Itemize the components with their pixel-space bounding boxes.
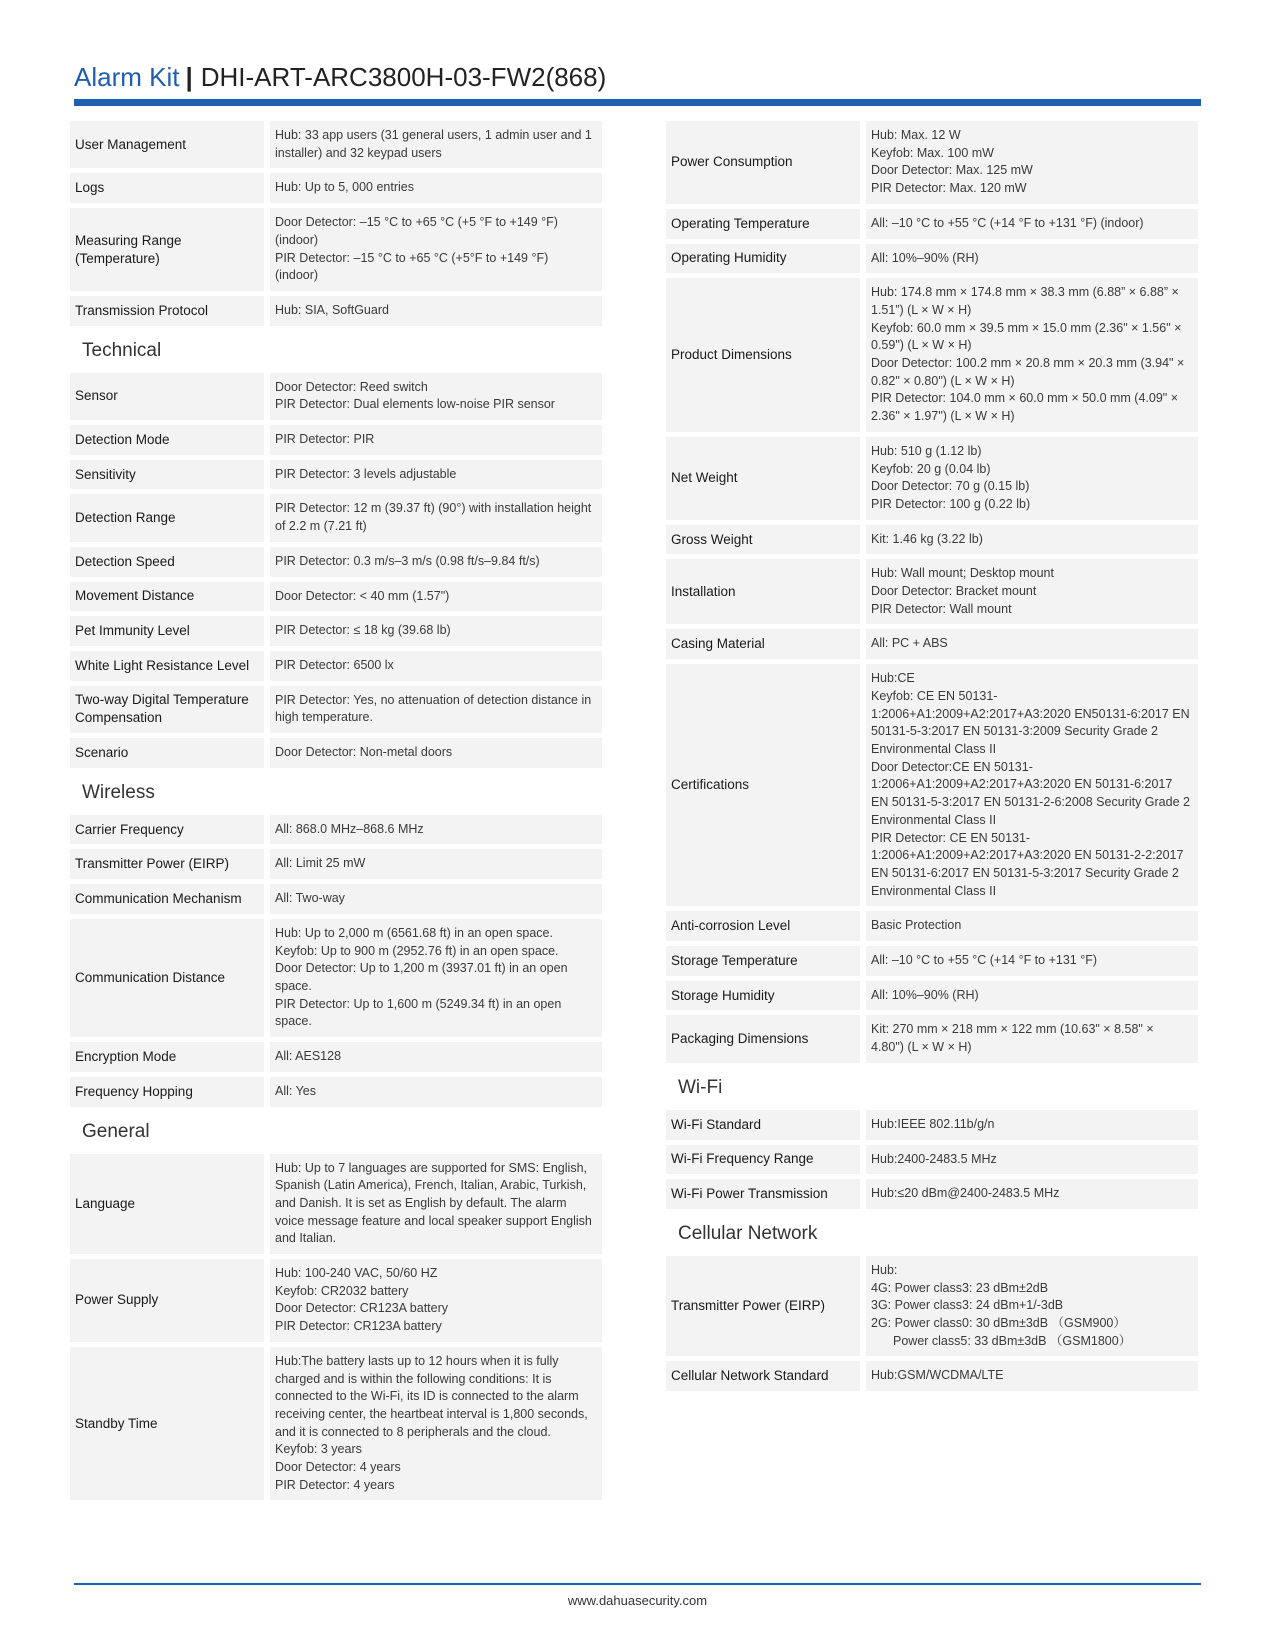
title-kit: Alarm Kit: [74, 62, 180, 92]
spec-value-line: Door Detector:CE EN 50131-1:2006+A1:2009+A2:2017+A3:2020 EN 50131-6:2017 EN 50131-5-3:2017 EN 50131-2-6:2008 Security Grade 2 Environmental Class II: [871, 759, 1190, 827]
section-title-cellular-network: Cellular Network: [678, 1222, 818, 1244]
spec-label: Storage Temperature: [666, 946, 860, 976]
spec-value-line: All: Two-way: [275, 891, 345, 906]
spec-label: Detection Range: [70, 494, 264, 541]
spec-row-user-management: [70, 121, 602, 168]
spec-row-pet-immunity-level: [70, 616, 602, 646]
spec-row-transmission-protocol: [70, 296, 602, 326]
spec-value-line: PIR Detector: ≤ 18 kg (39.68 lb): [275, 623, 451, 638]
spec-value-line: Hub: Max. 12 W: [871, 128, 961, 142]
spec-row-scenario: [70, 738, 602, 768]
spec-value-line: PIR Detector: 0.3 m/s–3 m/s (0.98 ft/s–9.84 ft/s): [275, 553, 540, 568]
spec-label: Anti-corrosion Level: [666, 911, 860, 941]
spec-value: [866, 559, 1198, 624]
spec-value-line: PIR Detector: CE EN 50131-1:2006+A1:2009+A2:2017+A3:2020 EN 50131-2-2:2017 EN 50131-6:2017 EN 50131-5-3:2017 Security Grade 2 Environmental Class II: [871, 830, 1184, 898]
spec-row-product-dimensions: [666, 278, 1198, 432]
spec-value: [270, 121, 602, 168]
header-rule: [74, 99, 1201, 106]
spec-label: Storage Humidity: [666, 981, 860, 1011]
spec-row-measuring-range-temperature: [70, 208, 602, 291]
spec-value: [270, 738, 602, 768]
spec-label: Measuring Range (Temperature): [70, 208, 264, 291]
spec-value: [866, 1361, 1198, 1391]
spec-label: White Light Resistance Level: [70, 651, 264, 681]
spec-label: Movement Distance: [70, 582, 264, 612]
spec-value-line: Keyfob: CR2032 battery: [275, 1283, 409, 1298]
spec-row-wi-fi-power-transmission: [666, 1179, 1198, 1209]
spec-value-line: Keyfob: Max. 100 mW: [871, 145, 994, 160]
spec-value: [866, 1015, 1198, 1062]
spec-value-line: PIR Detector: Up to 1,600 m (5249.34 ft) in an open space.: [275, 996, 562, 1029]
spec-label: Certifications: [666, 664, 860, 906]
spec-row-movement-distance: [70, 582, 602, 612]
spec-row-detection-range: [70, 494, 602, 541]
spec-value-line: PIR Detector: Yes, no attenuation of detection distance in high temperature.: [275, 692, 592, 725]
spec-row-standby-time: [70, 1347, 602, 1501]
section-title-wi-fi: Wi-Fi: [678, 1076, 723, 1098]
spec-value-line: All: –10 °C to +55 °C (+14 °F to +131 °F): [871, 953, 1098, 968]
spec-value-line: Door Detector: Reed switch: [275, 379, 428, 394]
spec-value: [866, 121, 1198, 204]
spec-value: [270, 494, 602, 541]
spec-value: [270, 582, 602, 612]
spec-value: [270, 547, 602, 577]
spec-label: Casing Material: [666, 629, 860, 659]
spec-value-line: Hub: SIA, SoftGuard: [275, 302, 389, 317]
spec-value-line: PIR Detector: 104.0 mm × 60.0 mm × 50.0 mm (4.09" × 2.36" × 1.97") (L × W × H): [871, 391, 1178, 424]
spec-row-detection-speed: [70, 547, 602, 577]
spec-label: Sensor: [70, 373, 264, 420]
spec-value-line: Door Detector: 4 years: [275, 1460, 401, 1475]
spec-value-line: PIR Detector: Wall mount: [871, 601, 1012, 616]
spec-row-logs: [70, 173, 602, 203]
spec-label: Carrier Frequency: [70, 815, 264, 845]
spec-value-line: PIR Detector: 6500 lx: [275, 657, 394, 672]
spec-label: Packaging Dimensions: [666, 1015, 860, 1062]
spec-label: Detection Mode: [70, 425, 264, 455]
spec-value: [270, 425, 602, 455]
spec-label: Pet Immunity Level: [70, 616, 264, 646]
spec-value-line: PIR Detector: 100 g (0.22 lb): [871, 496, 1031, 511]
footer-rule: [74, 1583, 1201, 1585]
left-spec-column: [70, 121, 602, 1505]
spec-row-sensor: [70, 373, 602, 420]
spec-value-line: Hub: 33 app users (31 general users, 1 admin user and 1 installer) and 32 keypad users: [275, 128, 592, 160]
spec-row-transmitter-power-eirp: [70, 849, 602, 879]
spec-row-net-weight: [666, 437, 1198, 520]
spec-row-packaging-dimensions: [666, 1015, 1198, 1062]
spec-value-line: Keyfob: CE EN 50131-1:2006+A1:2009+A2:2017+A3:2020 EN50131-6:2017 EN 50131-5-3:2017 EN 50131-3:2009 Security Grade 2 Environmental Class II: [871, 688, 1190, 756]
spec-value-line: Hub:GSM/WCDMA/LTE: [871, 1368, 1004, 1383]
spec-row-power-consumption: [666, 121, 1198, 204]
spec-value: [866, 911, 1198, 941]
spec-value: [270, 373, 602, 420]
spec-value: [866, 209, 1198, 239]
spec-value: [270, 296, 602, 326]
spec-value-line: Hub:: [871, 1262, 898, 1277]
spec-value-line: All: AES128: [275, 1049, 342, 1064]
spec-label: Net Weight: [666, 437, 860, 520]
spec-row-installation: [666, 559, 1198, 624]
spec-value: [866, 1256, 1198, 1357]
spec-value-line: Hub: Up to 5, 000 entries: [275, 180, 414, 195]
spec-value-line: PIR Detector: Dual elements low-noise PIR sensor: [275, 397, 555, 412]
spec-value-line: Door Detector: 70 g (0.15 lb): [871, 479, 1030, 494]
spec-value-line: Door Detector: < 40 mm (1.57"): [275, 588, 450, 603]
spec-value-line: PIR Detector: 4 years: [275, 1477, 395, 1492]
spec-value-line: All: PC + ABS: [871, 636, 948, 651]
spec-row-operating-humidity: [666, 244, 1198, 274]
spec-label: Cellular Network Standard: [666, 1361, 860, 1391]
spec-value-line: Door Detector: Bracket mount: [871, 584, 1037, 599]
spec-label: Operating Temperature: [666, 209, 860, 239]
spec-label: Transmitter Power (EIRP): [70, 849, 264, 879]
spec-label: Two-way Digital Temperature Compensation: [70, 686, 264, 733]
spec-value-line: Basic Protection: [871, 918, 962, 933]
spec-value: [866, 981, 1198, 1011]
spec-value-line: Kit: 1.46 kg (3.22 lb): [871, 531, 983, 546]
spec-row-wi-fi-frequency-range: [666, 1145, 1198, 1175]
spec-value: [866, 525, 1198, 555]
spec-value: [270, 849, 602, 879]
spec-value: [270, 616, 602, 646]
right-spec-column: [666, 121, 1198, 1396]
spec-value-line: Keyfob: 20 g (0.04 lb): [871, 461, 991, 476]
spec-row-frequency-hopping: [70, 1077, 602, 1107]
spec-label: Communication Distance: [70, 919, 264, 1037]
spec-label: Installation: [666, 559, 860, 624]
spec-row-certifications: [666, 664, 1198, 906]
spec-value-line: Door Detector: –15 °C to +65 °C (+5 °F to +149 °F) (indoor): [275, 215, 558, 247]
spec-label: Frequency Hopping: [70, 1077, 264, 1107]
spec-label: Wi-Fi Frequency Range: [666, 1145, 860, 1175]
spec-value-line: PIR Detector: –15 °C to +65 °C (+5°F to +149 °F) (indoor): [275, 250, 549, 283]
spec-value: [270, 651, 602, 681]
spec-value-line: All: –10 °C to +55 °C (+14 °F to +131 °F) (indoor): [871, 215, 1144, 230]
spec-value-line: PIR Detector: 12 m (39.37 ft) (90°) with installation height of 2.2 m (7.21 ft): [275, 501, 592, 534]
spec-value-line: Hub: 174.8 mm × 174.8 mm × 38.3 mm (6.88” × 6.88” × 1.51”) (L × W × H): [871, 285, 1179, 317]
spec-label: Power Consumption: [666, 121, 860, 204]
spec-value: [270, 208, 602, 291]
spec-value: [866, 437, 1198, 520]
spec-value: [270, 815, 602, 845]
spec-label: Language: [70, 1154, 264, 1255]
spec-row-power-supply: [70, 1259, 602, 1342]
spec-row-storage-humidity: [666, 981, 1198, 1011]
spec-row-gross-weight: [666, 525, 1198, 555]
spec-label: Operating Humidity: [666, 244, 860, 274]
spec-row-white-light-resistance-level: [70, 651, 602, 681]
title-model: DHI-ART-ARC3800H-03-FW2(868): [200, 62, 607, 92]
spec-label: Standby Time: [70, 1347, 264, 1501]
spec-label: Power Supply: [70, 1259, 264, 1342]
spec-row-language: [70, 1154, 602, 1255]
spec-value-line: All: 10%–90% (RH): [871, 987, 979, 1002]
spec-value-line: Door Detector: 100.2 mm × 20.8 mm × 20.3 mm (3.94" × 0.82" × 0.80") (L × W × H): [871, 356, 1185, 388]
spec-row-wi-fi-standard: [666, 1110, 1198, 1140]
spec-label: Logs: [70, 173, 264, 203]
spec-value-line: Keyfob: Up to 900 m (2952.76 ft) in an open space.: [275, 943, 559, 958]
spec-row-cellular-network-standard: [666, 1361, 1198, 1391]
title-separator: |: [185, 62, 193, 92]
spec-value: [270, 686, 602, 733]
spec-row-carrier-frequency: [70, 815, 602, 845]
spec-value-line: 4G: Power class3: 23 dBm±2dB: [871, 1280, 1049, 1295]
spec-value-line: Door Detector: CR123A battery: [275, 1301, 448, 1316]
spec-label: User Management: [70, 121, 264, 168]
spec-value-line: Keyfob: 3 years: [275, 1442, 362, 1457]
spec-label: Product Dimensions: [666, 278, 860, 432]
page-title: [74, 60, 1201, 94]
spec-value: [866, 946, 1198, 976]
spec-value: [270, 884, 602, 914]
spec-label: Detection Speed: [70, 547, 264, 577]
spec-row-operating-temperature: [666, 209, 1198, 239]
spec-value-line: Hub: Up to 7 languages are supported for SMS: English, Spanish (Latin America), French, Italian, Arabic, Turkish, and Danish. It is set as English by default. The alarm voice message feature and local speaker support English and Italian.: [275, 1160, 592, 1246]
spec-value-line: Keyfob: 60.0 mm × 39.5 mm × 15.0 mm (2.36" × 1.56" × 0.59") (L × W × H): [871, 320, 1182, 353]
spec-label: Scenario: [70, 738, 264, 768]
spec-value-line: Kit: 270 mm × 218 mm × 122 mm (10.63" × 8.58" × 4.80") (L × W × H): [871, 1022, 1154, 1055]
spec-value-line: Hub:≤20 dBm@2400-2483.5 MHz: [871, 1186, 1060, 1201]
spec-label: Wi-Fi Power Transmission: [666, 1179, 860, 1209]
spec-value-line: Hub: Wall mount; Desktop mount: [871, 566, 1054, 581]
spec-value-line: All: Limit 25 mW: [275, 856, 366, 871]
spec-value: [866, 629, 1198, 659]
spec-value-line: Door Detector: Up to 1,200 m (3937.01 ft) in an open space.: [275, 961, 568, 993]
spec-row-two-way-digital-temperature-compensation: [70, 686, 602, 733]
spec-row-sensitivity: [70, 460, 602, 490]
spec-value: [270, 1077, 602, 1107]
spec-value: [270, 919, 602, 1037]
spec-value: [866, 278, 1198, 432]
spec-value-line: PIR Detector: CR123A battery: [275, 1319, 442, 1334]
spec-value: [270, 1259, 602, 1342]
spec-value-line: All: 10%–90% (RH): [871, 250, 979, 265]
spec-value-line: PIR Detector: PIR: [275, 432, 375, 447]
spec-value-line: Hub:CE: [871, 671, 915, 686]
footer-url: www.dahuasecurity.com: [567, 1593, 708, 1608]
spec-row-communication-distance: [70, 919, 602, 1037]
spec-value: [270, 460, 602, 490]
spec-row-transmitter-power-eirp: [666, 1256, 1198, 1357]
spec-label: Transmitter Power (EIRP): [666, 1256, 860, 1357]
spec-value-line: Hub: 510 g (1.12 lb): [871, 443, 982, 458]
spec-row-encryption-mode: [70, 1042, 602, 1072]
spec-value: [866, 1179, 1198, 1209]
spec-value-line: All: 868.0 MHz–868.6 MHz: [275, 821, 424, 836]
spec-value: [866, 1110, 1198, 1140]
spec-value: [270, 1154, 602, 1255]
spec-value-line: Hub:IEEE 802.11b/g/n: [871, 1116, 995, 1131]
spec-value: [866, 244, 1198, 274]
spec-row-detection-mode: [70, 425, 602, 455]
spec-row-casing-material: [666, 629, 1198, 659]
spec-value: [866, 1145, 1198, 1175]
spec-value-line: Door Detector: Max. 125 mW: [871, 163, 1033, 178]
spec-value: [270, 1347, 602, 1501]
spec-value: [270, 1042, 602, 1072]
spec-label: Communication Mechanism: [70, 884, 264, 914]
spec-value-line: 3G: Power class3: 24 dBm+1/-3dB: [871, 1298, 1064, 1313]
spec-value-line: Hub:2400-2483.5 MHz: [871, 1151, 997, 1166]
spec-row-storage-temperature: [666, 946, 1198, 976]
spec-label: Wi-Fi Standard: [666, 1110, 860, 1140]
section-title-technical: Technical: [82, 339, 162, 361]
spec-value: [866, 664, 1198, 906]
spec-row-communication-mechanism: [70, 884, 602, 914]
page-header: [74, 60, 1201, 94]
section-title-general: General: [82, 1120, 150, 1142]
spec-value-line: 2G: Power class0: 30 dBm±3dB （GSM900）: [871, 1316, 1126, 1331]
spec-value-line: Hub: 100-240 VAC, 50/60 HZ: [275, 1266, 438, 1281]
spec-value-line: PIR Detector: Max. 120 mW: [871, 181, 1027, 196]
spec-label: Encryption Mode: [70, 1042, 264, 1072]
spec-label: Sensitivity: [70, 460, 264, 490]
spec-row-anti-corrosion-level: [666, 911, 1198, 941]
spec-value: [270, 173, 602, 203]
spec-label: Gross Weight: [666, 525, 860, 555]
spec-value-line: Power class5: 33 dBm±3dB （GSM1800）: [893, 1333, 1132, 1348]
spec-value-line: All: Yes: [275, 1083, 317, 1098]
spec-label: Transmission Protocol: [70, 296, 264, 326]
spec-value-line: PIR Detector: 3 levels adjustable: [275, 466, 457, 481]
spec-value-line: Door Detector: Non-metal doors: [275, 745, 453, 760]
spec-value-line: Hub: Up to 2,000 m (6561.68 ft) in an open space.: [275, 925, 553, 940]
spec-value-line: Hub:The battery lasts up to 12 hours when it is fully charged and is within the following conditions: It is connected to the Wi-Fi, its ID is connected to the alarm receiving center, the heartbeat interval is 1,800 seconds, and it is connected to 8 peripherals and the cloud.: [275, 1353, 588, 1439]
section-title-wireless: Wireless: [82, 781, 155, 803]
